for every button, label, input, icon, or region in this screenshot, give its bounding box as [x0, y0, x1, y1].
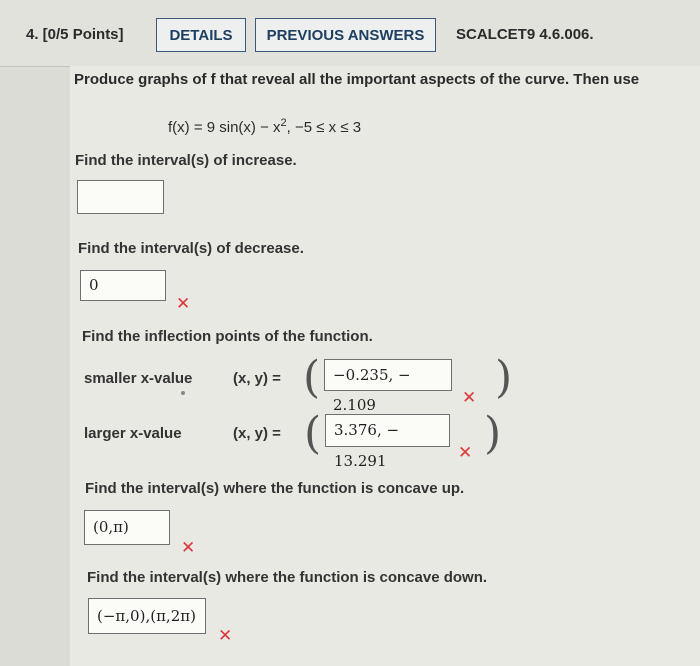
question-number: 4. [0/5 Points]	[26, 26, 124, 43]
smaller-incorrect-icon: ✕	[462, 388, 477, 407]
increase-label: Find the interval(s) of increase.	[75, 152, 297, 169]
smaller-close-paren: )	[495, 352, 513, 403]
problem-prompt: Produce graphs of f that reveal all the important aspects of the curve. Then use	[74, 71, 640, 88]
smaller-inflection-input[interactable]: −0.235, − 2.109	[324, 359, 452, 391]
larger-open-paren: (	[304, 408, 322, 459]
larger-close-paren: )	[484, 408, 502, 459]
details-button[interactable]: DETAILS	[156, 18, 246, 52]
concave-up-label: Find the interval(s) where the function is concave up.	[85, 480, 465, 497]
decrease-input[interactable]: 0	[80, 270, 166, 301]
increase-input[interactable]	[77, 180, 164, 214]
function-definition	[168, 117, 361, 136]
smaller-x-label: smaller x-value	[84, 370, 193, 387]
function-exponent: 2	[280, 117, 287, 129]
inflection-label: Find the inflection points of the function.	[82, 328, 373, 345]
smaller-xy-label: (x, y) =	[233, 370, 281, 387]
smaller-open-paren: (	[303, 352, 321, 403]
focus-dot	[181, 391, 185, 395]
question-header	[0, 0, 700, 67]
concave-down-input[interactable]: (−π,0),(π,2π)	[88, 598, 206, 634]
function-main: f(x) = 9 sin(x) − x	[168, 119, 281, 136]
course-code: SCALCET9 4.6.006.	[456, 26, 594, 43]
concave-down-label: Find the interval(s) where the function is concave down.	[87, 569, 488, 586]
larger-xy-label: (x, y) =	[233, 425, 281, 442]
decrease-incorrect-icon: ✕	[176, 294, 191, 313]
larger-incorrect-icon: ✕	[458, 443, 473, 462]
decrease-label: Find the interval(s) of decrease.	[78, 240, 304, 257]
concave-down-incorrect-icon: ✕	[218, 626, 233, 645]
concave-up-input[interactable]: (0,π)	[84, 510, 170, 545]
larger-x-label: larger x-value	[84, 425, 182, 442]
larger-inflection-input[interactable]: 3.376, − 13.291	[325, 414, 450, 447]
function-domain: , −5 ≤ x ≤ 3	[286, 119, 362, 136]
concave-up-incorrect-icon: ✕	[181, 538, 196, 557]
previous-answers-button[interactable]: PREVIOUS ANSWERS	[255, 18, 436, 52]
